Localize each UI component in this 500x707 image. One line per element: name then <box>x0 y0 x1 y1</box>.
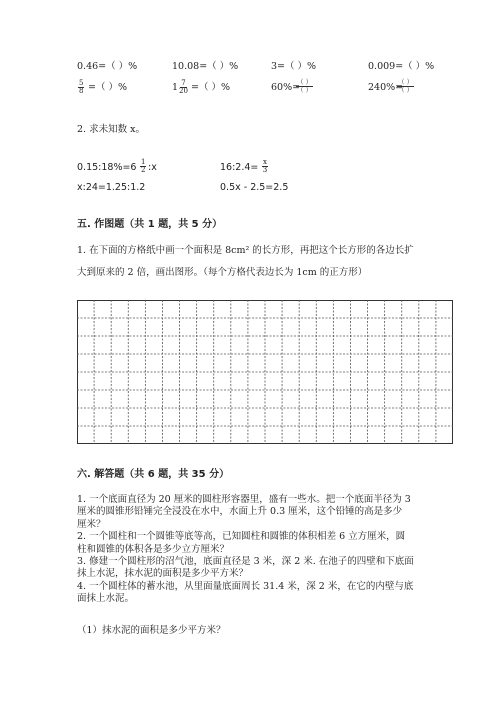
fraction-blank-2 <box>397 79 414 94</box>
section-6-text-line: 3. 修建一个圆柱形的沼气池，底面直径是 3 米，深 2 米. 在池子的四壁和下底面 <box>77 556 414 567</box>
denominator: 3 <box>262 166 268 174</box>
section-5-line-1: 1. 在下面的方格纸中画一个面积是 8cm² 的长方形，再把这个长方形的各边长扩 <box>77 245 414 256</box>
fill-item-1: 0.46=（ ）% <box>77 61 138 72</box>
fraction-blank-1 <box>296 79 313 94</box>
denominator: 20 <box>179 87 188 95</box>
fraction-7-20 <box>179 80 188 95</box>
fraction-1-2 <box>140 159 146 174</box>
sub-question-1: （1）抹水泥的面积是多少平方米？ <box>77 625 226 636</box>
fill-item-8-prefix: 240%= <box>368 82 404 93</box>
denominator: 2 <box>141 166 146 174</box>
fill-item-3: 3=（ ）% <box>271 61 317 72</box>
fill-item-4: 0.009=（ ）% <box>368 61 435 72</box>
section-5-title: 五. 作图题（共 1 题，共 5 分） <box>77 219 223 230</box>
numerator: （ ） <box>297 78 313 86</box>
section-5-line-2: 大到原来的 2 倍，画出图形。（每个方格代表边长为 1cm 的正方形） <box>77 267 368 278</box>
section-6-text-line: 柱和圆锥的体积各是多少立方厘米？ <box>77 543 230 555</box>
denominator: 8 <box>79 87 84 95</box>
section-6-text-line: 2. 一个圆柱和一个圆锥等底等高，已知圆柱和圆锥的体积相差 6 立方厘米，圆 <box>77 531 406 543</box>
fraction-5-8 <box>78 80 84 95</box>
section-6-title: 六. 解答题（共 6 题，共 35 分） <box>77 469 230 480</box>
section-6-text-line: 面抹上水泥。 <box>77 593 135 605</box>
square-grid-paper[interactable] <box>77 300 453 444</box>
question-2-title: 2. 求未知数 x。 <box>77 124 145 135</box>
numerator: （ ） <box>398 78 414 86</box>
numerator: 5 <box>79 79 84 87</box>
fill-item-7-prefix: 60%= <box>271 82 301 93</box>
equation-1-suffix: :x <box>148 162 157 173</box>
section-6-text-line: 4. 一个圆柱体的蓄水池，从里面量底面周长 31.4 米，深 2 米，在它的内壁与底 <box>77 580 414 592</box>
fill-item-6: =（ ）% <box>191 82 231 93</box>
equation-3: x:24=1.25:1.2 <box>77 182 146 193</box>
section-6-text-line: 厘米的圆锥形铅锤完全浸没在水中，水面上升 0.3 厘米，这个铅锤的高是多少 <box>77 506 403 518</box>
equation-4: 0.5x - 2.5=2.5 <box>220 182 289 193</box>
fraction-x-3 <box>262 159 268 174</box>
section-6-text-line: 1. 一个底面直径为 20 厘米的圆柱形容器里，盛有一些水。把一个底面半径为 3 <box>77 494 411 505</box>
numerator: x <box>263 158 267 166</box>
equation-2-prefix: 16:2.4= <box>220 162 259 173</box>
section-6-text-line: 抹上水泥，抹水泥的面积是多少平方米？ <box>77 568 249 580</box>
denominator: （ ） <box>398 86 414 94</box>
fill-item-5: =（ ）% <box>88 82 128 93</box>
mixed-whole: 1 <box>172 82 179 93</box>
numerator: 1 <box>141 158 146 166</box>
fill-item-2: 10.08=（ ）% <box>172 61 239 72</box>
section-6-text-line: 厘米？ <box>77 518 106 530</box>
numerator: 7 <box>181 79 186 87</box>
denominator: （ ） <box>297 86 313 94</box>
equation-1-prefix: 0.15:18%=6 <box>77 162 137 173</box>
